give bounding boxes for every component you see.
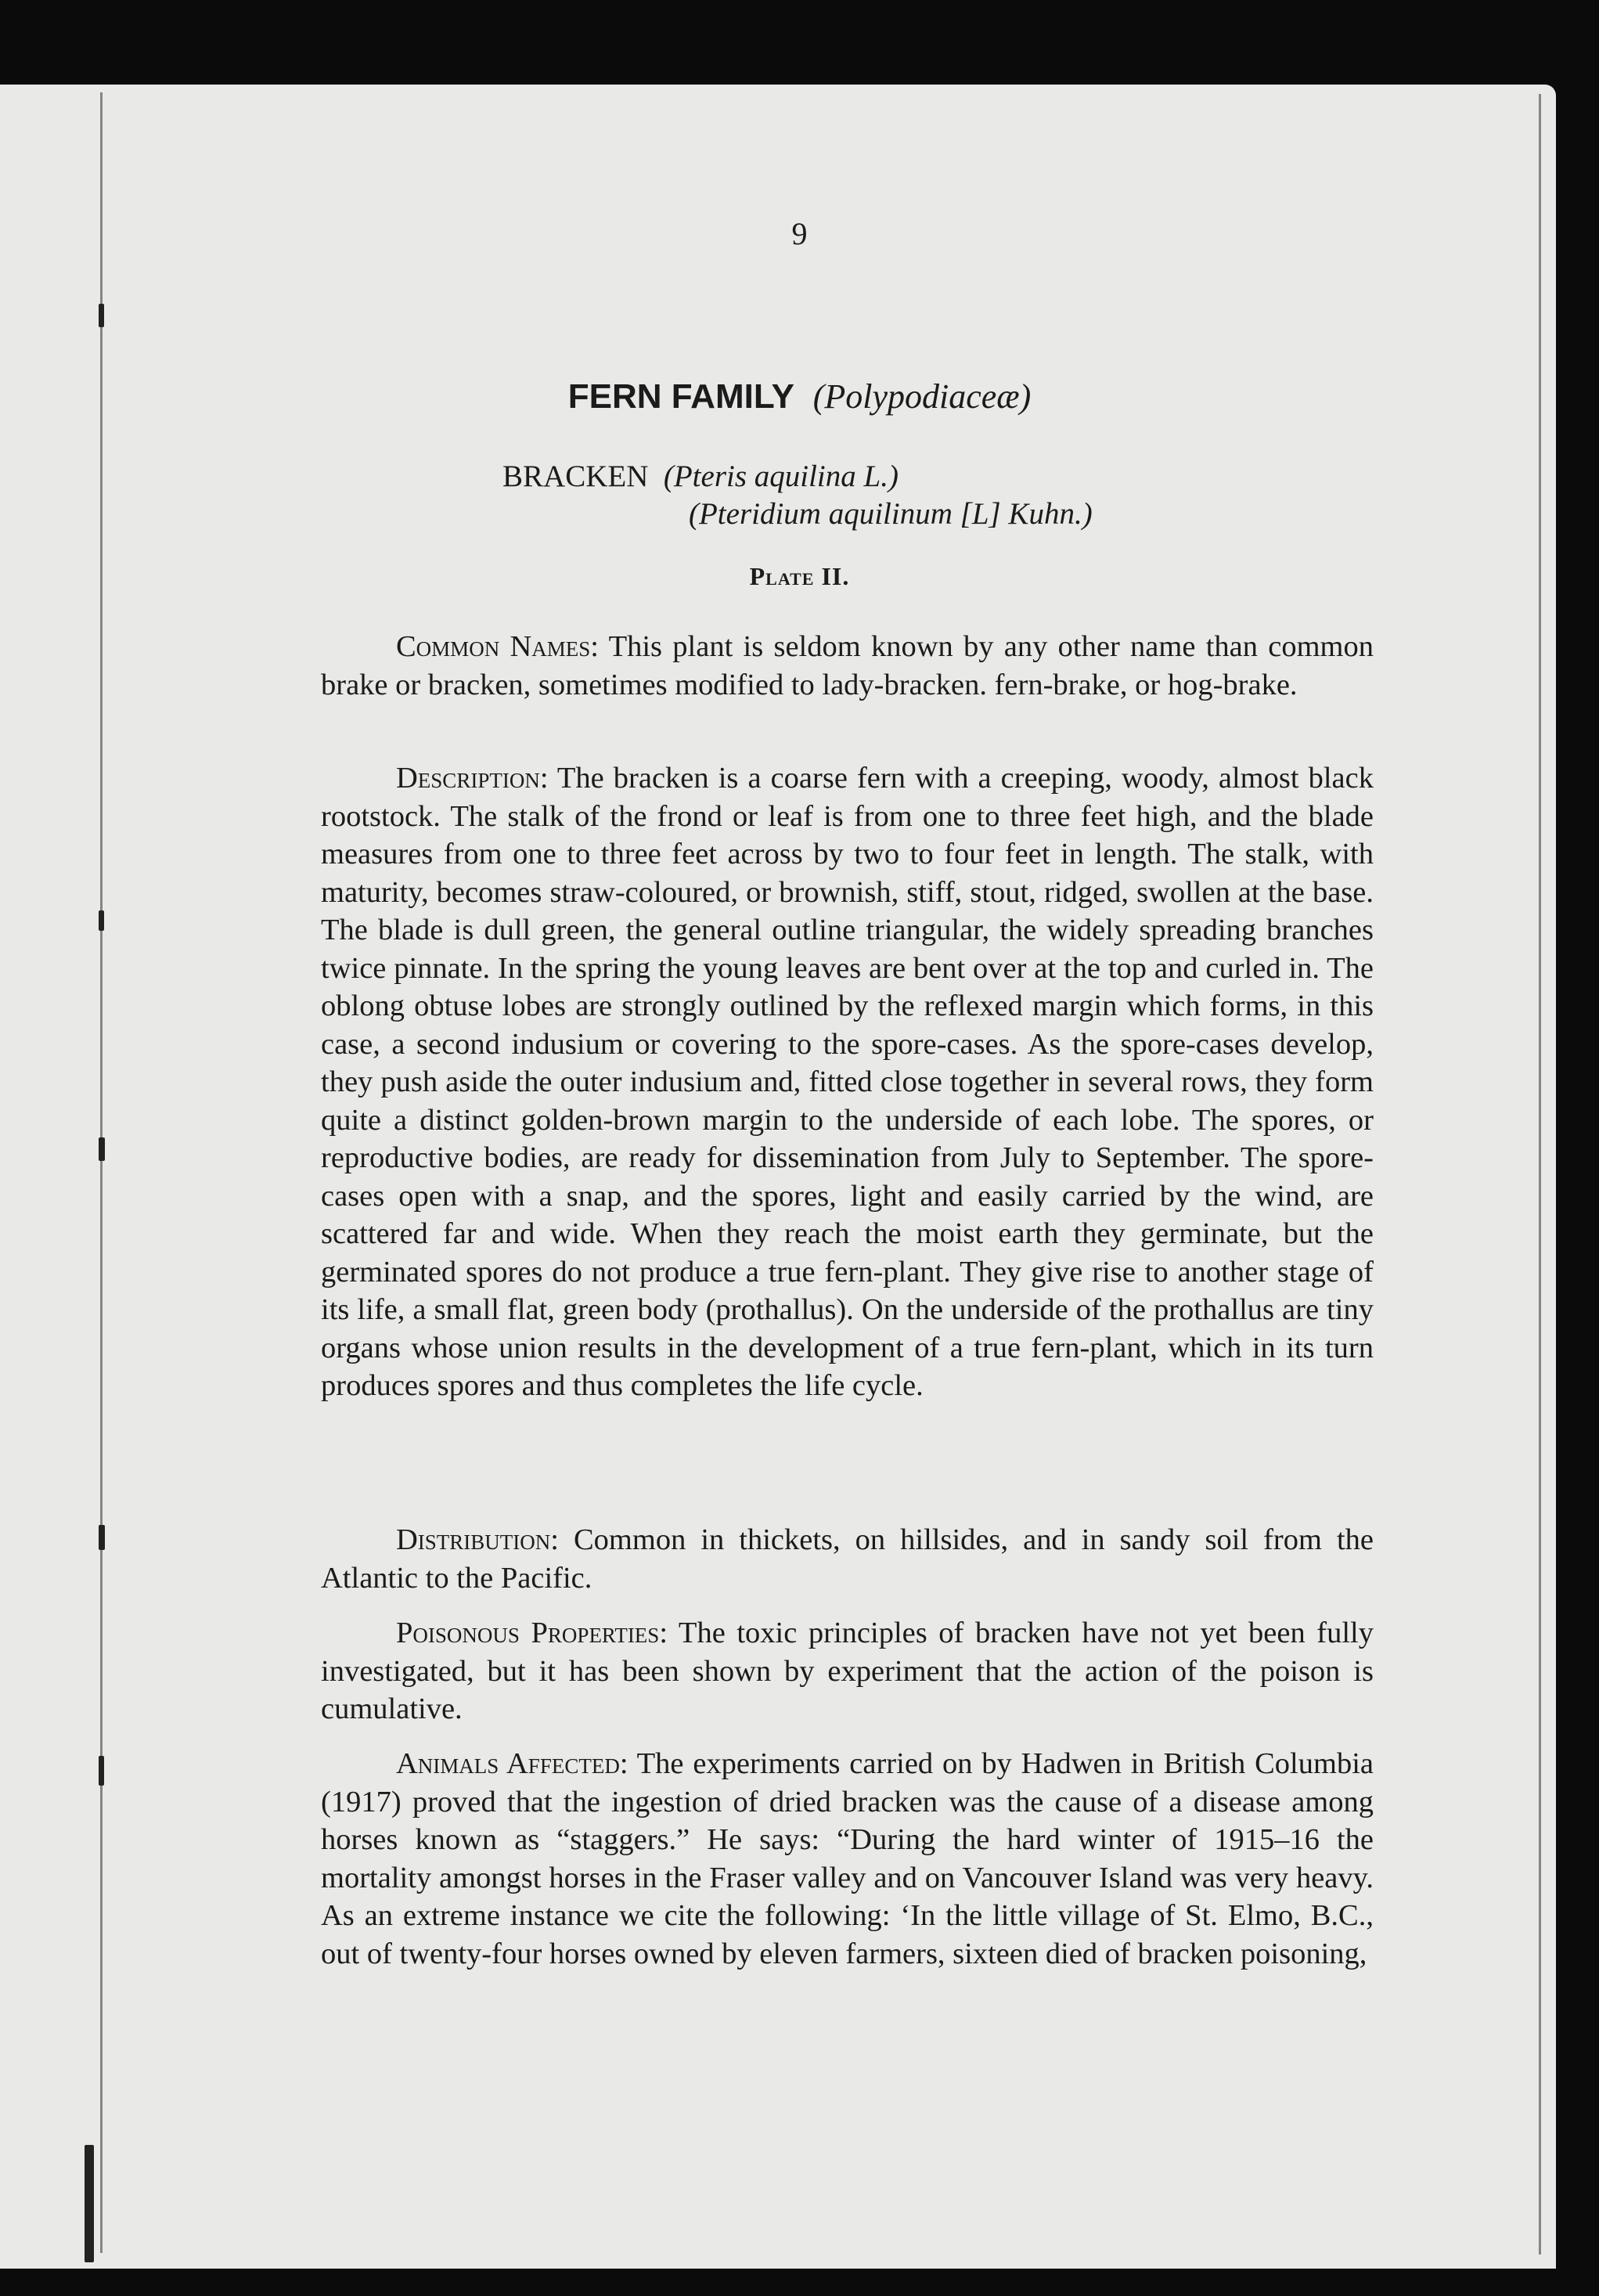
family-title [0, 377, 1599, 416]
binding-mark [99, 1137, 105, 1161]
section-distribution: Distribution: Common in thickets, on hillsides, and in sandy soil from the Atlantic to the Pacific. [321, 1523, 1374, 1595]
page-number: 9 [791, 216, 808, 251]
section-heading: Common Names [396, 630, 591, 663]
section-description: Description: The bracken is a coarse fern with a creeping, woody, almost black rootstock. The stalk of the frond or leaf is from one to three feet high, and the blade measures from one to three feet across by two to four feet in length. The stalk, with maturity, becomes straw-coloured, or brownish, stiff, stout, ridged, swollen at the base. The blade is dull green, the general outline triangular, the widely spreading branches twice pinnate. In the spring the young leaves are bent over at the top and curled in. The oblong obtuse lobes are strongly outlined by the reflexed margin which forms, in this case, a second indusium or covering to the spore-cases. As the spore-cases develop, they push aside the outer indusium and, fitted close together in several rows, they form quite a distinct golden-brown margin to the underside of each lobe. The spores, or reproductive bodies, are ready for dissemination from July to September. The spore-cases open with a snap, and the spores, light and easily carried by the wind, are scattered far and wide. When they reach the moist earth they germinate, but the germinated spores do not produce a true fern-plant. They give rise to another stage of its life, a small flat, green body (prothallus). On the underside of the prothallus are tiny organs whose union results in the development of a true fern-plant, which in its turn produces spores and thus completes the life cycle. [321, 762, 1374, 1402]
section-heading: Poisonous Properties [396, 1617, 660, 1649]
binding-mark [85, 2145, 94, 2262]
section-heading: Distribution [396, 1523, 551, 1556]
species-latin-2: (Pteridium aquilinum [L] Kuhn.) [689, 497, 1093, 531]
species-name: BRACKEN [502, 460, 649, 493]
family-title-text: FERN FAMILY [567, 377, 794, 416]
section-body: The bracken is a coarse fern with a creeping, woody, almost black rootstock. The stalk of the frond or leaf is from one to three feet high, and the blade measures from one to three feet across by two to four feet in length. The stalk, with maturity, becomes straw-coloured, or brownish, stiff, stout, ridged, swollen at the base. The blade is dull green, the general outline triangular, the widely spreading branches twice pinnate. In the spring the young leaves are bent over at the top and curled in. The oblong obtuse lobes are strongly outlined by the reflexed margin which forms, in this case, a second indusium or covering to the spore-cases. As the spore-cases develop, they push aside the outer indusium and, fitted close together in several rows, they form quite a distinct golden-brown margin to the underside of each lobe. The spores, or reproductive bodies, are ready for dissemination from July to September. The spore-cases open with a snap, and the spores, light and easily carried by the wind, are scattered far and wide. When they reach the moist earth they germinate, but the germinated spores do not produce a true fern-plant. They give rise to another stage of its life, a small flat, green body (prothallus). On the underside of the prothallus are tiny organs whose union results in the development of a true fern-plant, which in its turn produces spores and thus completes the life cycle. [321, 762, 1374, 1402]
section-heading: Animals Affected [396, 1747, 620, 1780]
section-body: This plant is seldom known by any other name than common brake or bracken, sometimes modified to lady-bracken. fern-brake, or hog-brake. [321, 630, 1374, 701]
species-latin-1: (Pteris aquilina L.) [663, 460, 899, 493]
section-common-names: Common Names: This plant is seldom known by any other name than common brake or bracken, sometimes modified to lady-bracken. fern-brake, or hog-brake. [321, 630, 1374, 701]
binding-mark [99, 304, 104, 327]
section-body: Common in thickets, on hillsides, and in sandy soil from the Atlantic to the Pacific. [321, 1523, 1374, 1595]
section-body: The experiments carried on by Hadwen in British Columbia (1917) proved that the ingestion of dried bracken was the cause of a disease among horses known as “staggers.” He says: “During the hard winter of 1915–16 the mortality amongst horses in the Fraser valley and on Vancouver Island was very heavy. As an extreme instance we cite the following: ‘In the little village of St. Elmo, B.C., out of twenty-four horses owned by eleven farmers, sixteen died of bracken poisoning, [321, 1747, 1374, 1970]
section-animals-affected: Animals Affected: The experiments carried on by Hadwen in British Columbia (1917) proved that the ingestion of dried bracken was the cause of a disease among horses known as “staggers.” He says: “During the hard winter of 1915–16 the mortality amongst horses in the Fraser valley and on Vancouver Island was very heavy. As an extreme instance we cite the following: ‘In the little village of St. Elmo, B.C., out of twenty-four horses owned by eleven farmers, sixteen died of bracken poisoning, [321, 1747, 1374, 1970]
binding-mark [99, 1756, 104, 1786]
page-edge [1539, 94, 1541, 2255]
binding-mark [99, 910, 104, 931]
species-line-1 [502, 459, 899, 494]
section-heading: Description [396, 762, 540, 795]
section-body: The toxic principles of bracken have not yet been fully investigated, but it has been shown by experiment that the action of the poison is cumulative. [321, 1617, 1374, 1725]
section-poisonous-properties: Poisonous Properties: The toxic principles of bracken have not yet been fully investigated, but it has been shown by experiment that the action of the poison is cumulative. [321, 1617, 1374, 1725]
binding-mark [99, 1525, 105, 1550]
family-latin-name: (Polypodiaceæ) [812, 377, 1032, 416]
plate-label: Plate II. [749, 562, 850, 590]
binding-line [100, 92, 103, 2253]
